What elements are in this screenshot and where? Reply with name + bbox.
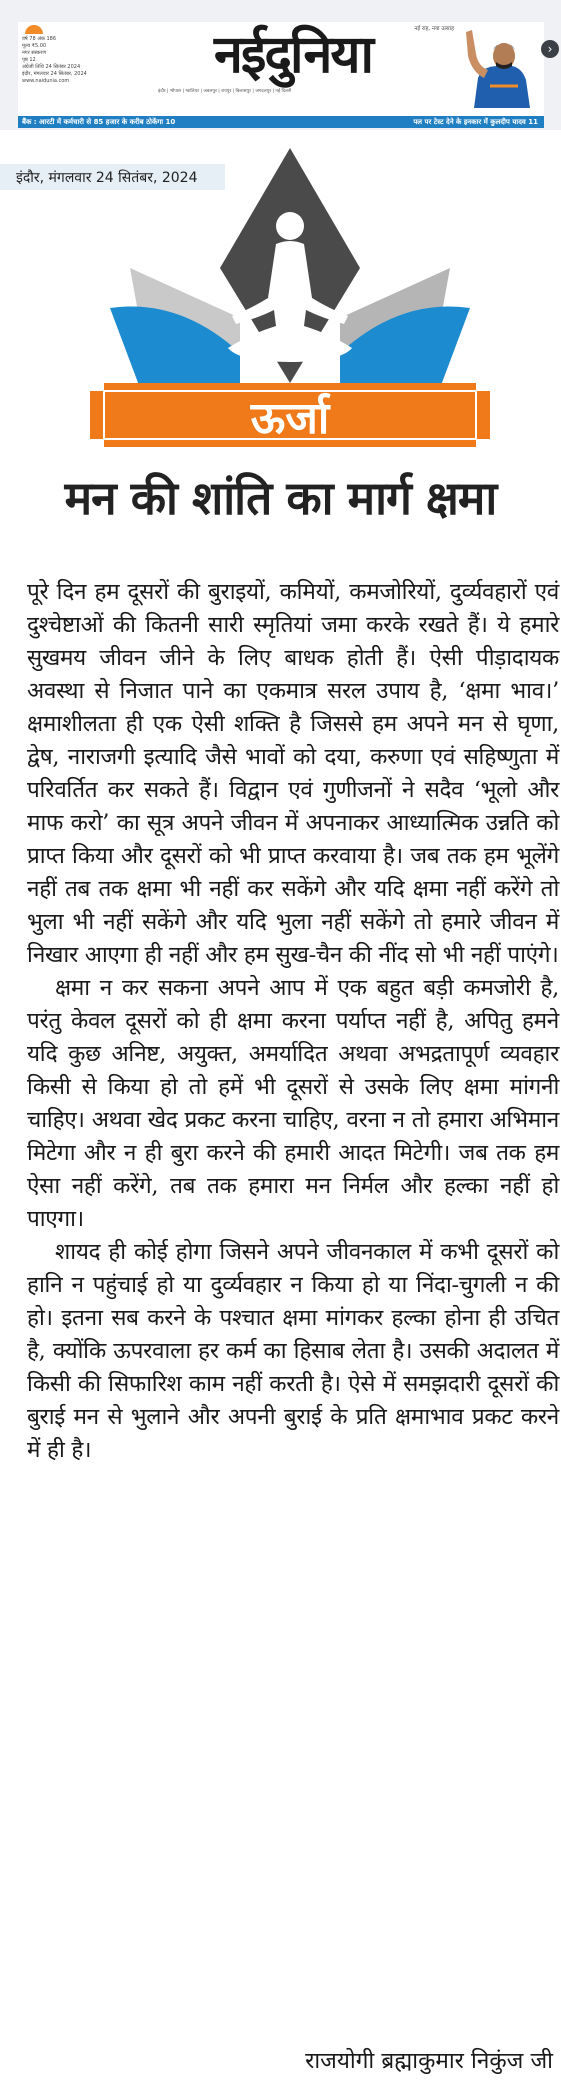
masthead-panel (18, 22, 544, 128)
ticker-right: पल पर टेस्ट देने के इनकार में कुलदीप यादव 11 (413, 118, 538, 126)
dateline: इंदौर, मंगलवार 24 सितंबर, 2024 (16, 170, 198, 186)
urja-section-logo (90, 148, 490, 448)
sun-logo-icon (24, 24, 44, 34)
section-label: ऊर्जा (250, 393, 330, 444)
ticker-left: बैंक : आरटी में कर्मचारी से 85 हजार के करीब ठोकेंगा 10 (22, 118, 176, 126)
author-byline: राजयोगी ब्रह्माकुमार निकुंज जी (305, 2048, 553, 2074)
masthead-cities: इंदौर | भोपाल | ग्वालियर | जबलपुर | रायपुर | बिलासपुर | जगदलपुर | नई दिल्ली (158, 89, 292, 94)
masthead-meta: वर्ष 78 अंक 186 मूल्य ₹5.00 नगर संस्करण पृष्ठ 12 अंग्रेजी तिथि 24 सितंबर 2024 इंदौर, मंगलवार 24 सितंबर, 2024 www.naidunia.com (22, 36, 87, 84)
news-ticker (18, 116, 544, 128)
cricketer-photo (460, 26, 538, 108)
article-paragraph-1: पूरे दिन हम दूसरों की बुराइयों, कमियों, कमजोरियों, दुर्व्यवहारों एवं दुश्चेष्टाओं की कितनी सारी स्मृतियां जमा करके रखते हैं। ये हमारे सुखमय जीवन जीने के लिए बाधक होती हैं। ऐसी पीड़ादायक अवस्था से निजात पाने का एकमात्र सरल उपाय है, ‘क्षमा भाव।’ क्षमाशीलता ही एक ऐसी शक्ति है जिससे हम अपने मन से घृणा, द्वेष, नाराजगी इत्यादि जैसे भावों को दया, करुणा एवं सहिष्णुता में परिवर्तित कर सकते हैं। विद्वान एवं गुणीजनों ने सदैव ‘भूलो और माफ करो’ का सूत्र अपने जीवन में अपनाकर आध्यात्मिक उन्नति को प्राप्त किया और दूसरों को भी प्राप्त करवाया है। जब तक हम भूलेंगे नहीं तब तक क्षमा भी नहीं कर सकेंगे और यदि क्षमा नहीं करेंगे तो भुला भी नहीं सकेंगे और यदि भुला नहीं सकेंगे तो हमारे जीवन में निखार आएगा ही नहीं और हम सुख-चैन की नींद सो भी नहीं पाएंगे। (27, 579, 559, 968)
article-body (27, 576, 559, 1467)
masthead-tagline: नई राह, नया उत्साह (414, 26, 454, 32)
newspaper-masthead (0, 0, 561, 130)
newspaper-title: नईदुनिया (214, 24, 372, 85)
article-headline: मन की शांति का मार्ग क्षमा (64, 471, 497, 525)
article-paragraph-3: शायद ही कोई होगा जिसने अपने जीवनकाल में कभी दूसरों को हानि न पहुंचाई हो या दुर्व्यवहार न किया हो या निंदा-चुगली न की हो। इतना सब करने के पश्चात क्षमा मांगकर हल्का होना ही उचित है, क्योंकि ऊपरवाला हर कर्म का हिसाब लेता है। उसकी अदालत में किसी की सिफारिश काम नहीं करती है। ऐसे में समझदारी दूसरों की बुराई मन से भुलाने और अपनी बुराई के प्रति क्षमाभाव प्रकट करने में ही है। (27, 1239, 559, 1463)
article-paragraph-2: क्षमा न कर सकना अपने आप में एक बहुत बड़ी कमजोरी है, परंतु केवल दूसरों को ही क्षमा करना पर्याप्त नहीं है, अपितु हमने यदि कुछ अनिष्ट, अयुक्त, अमर्यादित अथवा अभद्रतापूर्ण व्यवहार किसी से किया हो तो हमें भी दूसरों से उसके लिए क्षमा मांगनी चाहिए। अथवा खेद प्रकट करना चाहिए, वरना न तो हमारा अभिमान मिटेगा और न ही बुरा करने की हमारी आदत मिटेगी। जब तक हम ऐसा नहीं करेंगे, तब तक हमारा मन निर्मल और हल्का नहीं हो पाएगा। (27, 975, 559, 1232)
dateline-bar (0, 164, 225, 190)
next-page-icon[interactable]: › (541, 40, 559, 58)
